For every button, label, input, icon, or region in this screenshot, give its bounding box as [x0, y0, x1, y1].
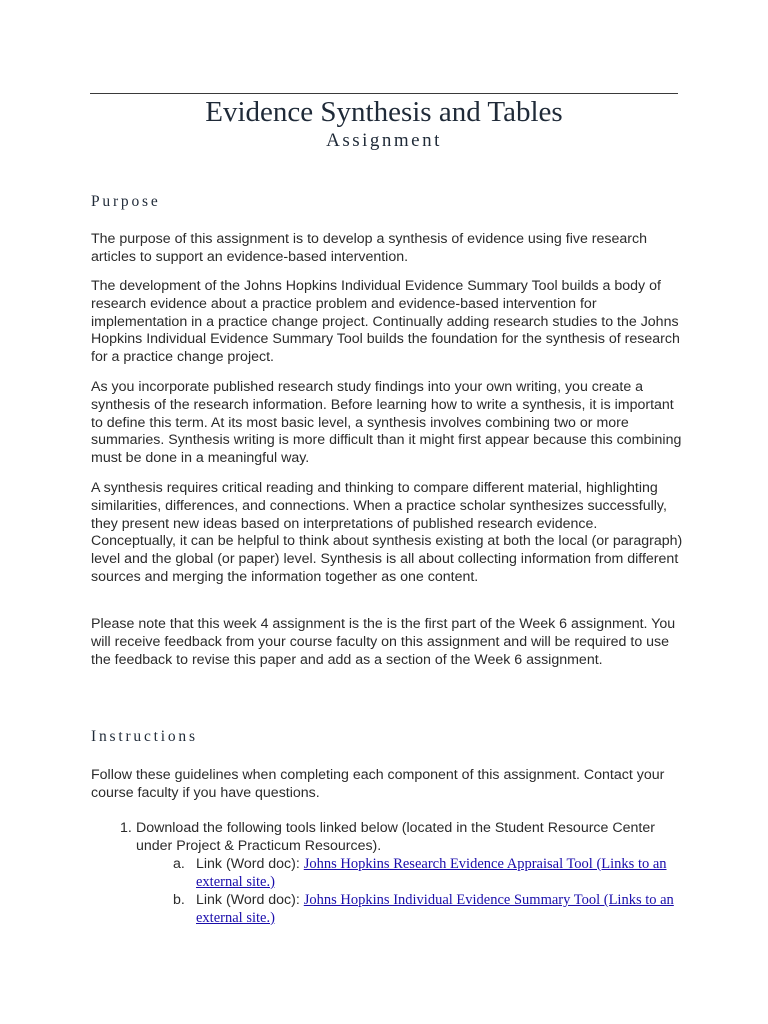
list-letter: b. [173, 892, 185, 908]
list-item-step-1a [173, 856, 683, 892]
purpose-paragraph-2: The development of the Johns Hopkins Individual Evidence Summary Tool builds a body of research evidence about a practice problem and evidence-based intervention for implementation in a practice change project. Continually adding research studies to the Johns Hopkins Individual Evidence Summary Tool builds the foundation for the synthesis of research for a practice change project. [91, 278, 680, 366]
summary-tool-link[interactable]: Johns Hopkins Individual Evidence Summary Tool (Links to an external site.) [196, 892, 674, 926]
top-rule [90, 93, 678, 94]
list-letter: a. [173, 856, 185, 872]
link-prefix: Link (Word doc): [196, 892, 304, 908]
purpose-paragraph-4: A synthesis requires critical reading and thinking to compare different material, highlighting similarities, differences, and connections. When a practice scholar synthesizes successfully, they present new ideas based on interpretations of published research evidence. Conceptually, it can be helpful to think about synthesis existing at both the local (or paragraph) level and the global (or paper) level. Synthesis is all about collecting information from different sources and merging the information together as one content. [91, 480, 683, 585]
purpose-heading: Purpose [91, 193, 161, 210]
document-title: Evidence Synthesis and Tables [205, 96, 563, 128]
link-prefix: Link (Word doc): [196, 856, 304, 872]
purpose-paragraph-5: Please note that this week 4 assignment is the is the first part of the Week 6 assignment. You will receive feedback from your course faculty on this assignment and will be required to use the feedback to revise this paper and add as a section of the Week 6 assignment. [91, 616, 676, 668]
list-item-step-1b [173, 892, 683, 928]
instructions-heading: Instructions [91, 728, 198, 745]
document-subtitle: Assignment [326, 130, 442, 151]
list-number: 1. [120, 820, 132, 836]
list-item-step-1 [120, 820, 680, 856]
purpose-paragraph-1: The purpose of this assignment is to develop a synthesis of evidence using five research articles to support an evidence-based intervention. [91, 231, 647, 265]
purpose-paragraph-3: As you incorporate published research study findings into your own writing, you create a synthesis of the research information. Before learning how to write a synthesis, it is important to define this term. At its most basic level, a synthesis involves combining two or more summaries. Synthesis writing is more difficult than it might first appear because this combining must be done in a meaningful way. [91, 379, 682, 467]
appraisal-tool-link[interactable]: Johns Hopkins Research Evidence Appraisal Tool (Links to an external site.) [196, 856, 667, 890]
step-1-text: Download the following tools linked below (located in the Student Resource Center under Project & Practicum Resources). [136, 820, 655, 854]
instructions-intro: Follow these guidelines when completing each component of this assignment. Contact your course faculty if you have questions. [91, 767, 665, 801]
